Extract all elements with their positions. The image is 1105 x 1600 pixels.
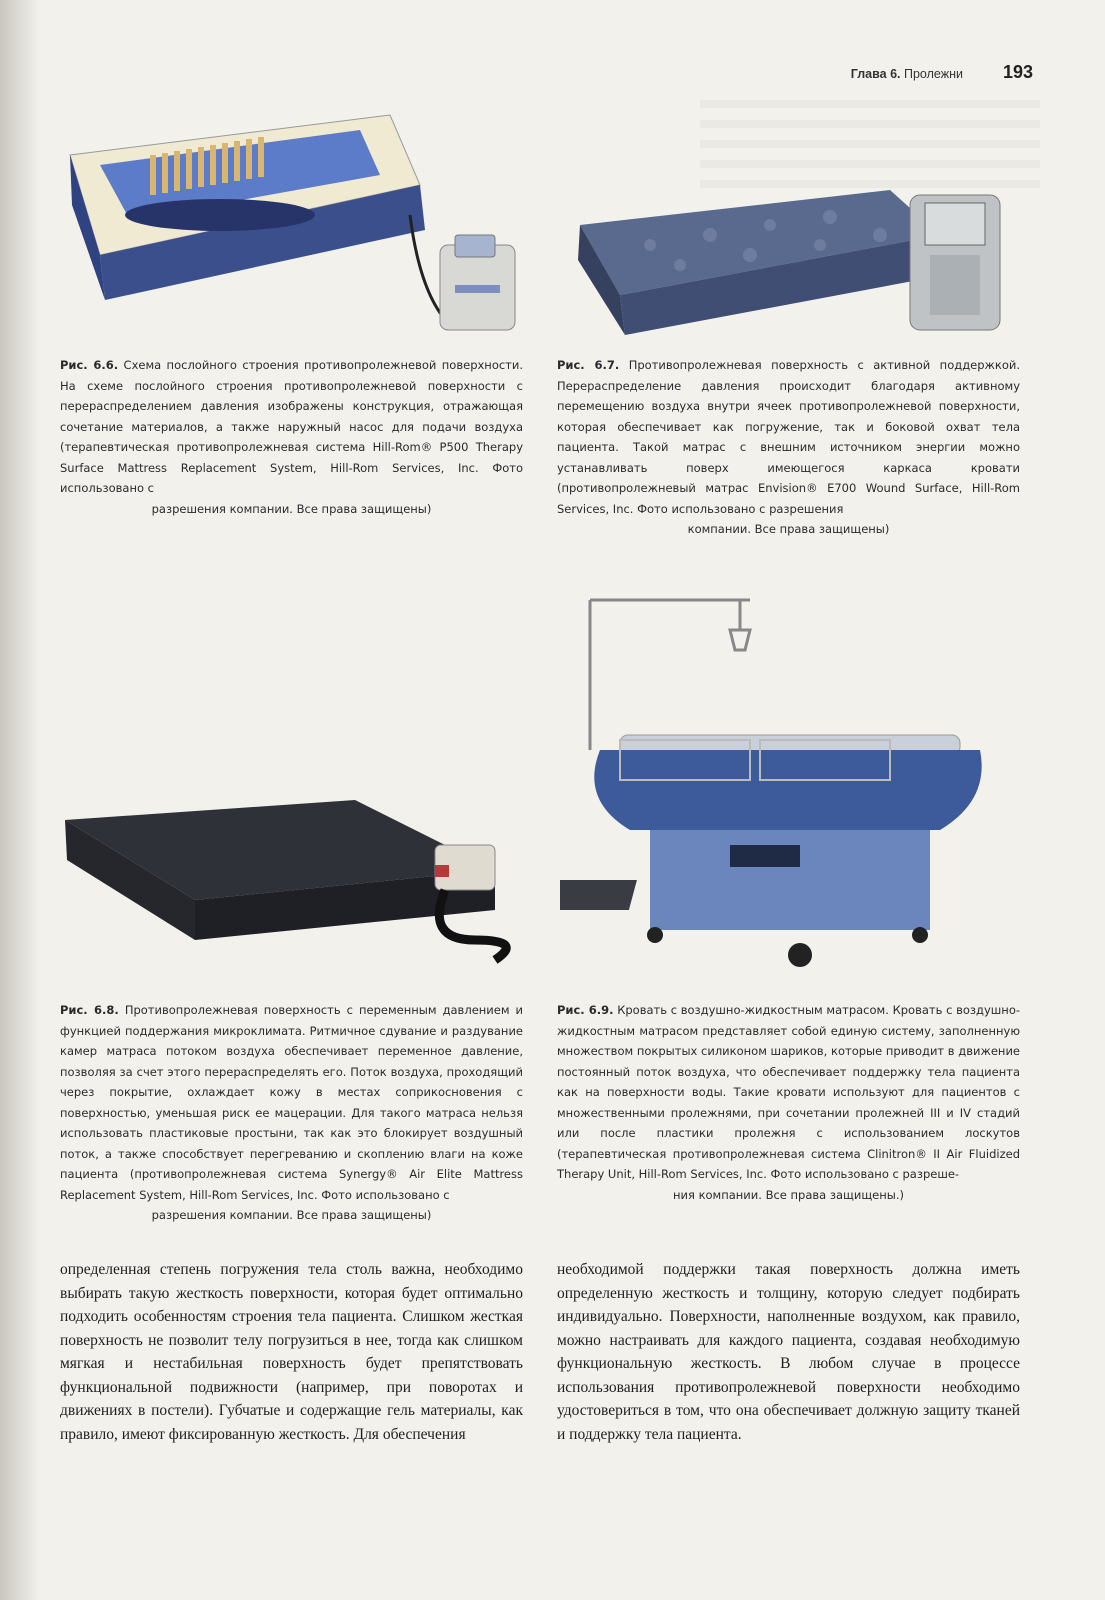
figure-6-9-caption: Рис. 6.9. Кровать с воздушно-жидкостным матрасом. Кровать с воздушно-жидкостным матрасом представляет собой единую систему, заполненную множеством покрытых силиконом шариков, которые приводит в движение постоянный поток воздуха, что обеспечивает поддержку тела пациента как на поверхности воды. Такие кровати используют для пациентов с множественными пролежнями, при сочетании пролежней III и IV стадий или после пластики пролежня с использованием лоскутов (терапевтическая противопролежневая система Clinitron® II Air Fluidized Therapy Unit, Hill-Rom Services, Inc. Фото использовано с разреше- ния компании. Все права защищены.): [557, 1003, 1021, 1202]
chapter-title: Глава 6. Пролежни: [850, 67, 963, 81]
body-text-right-column: необходимой поддержки такая поверхность должна иметь определенную жесткость и толщину, которую следует подбирать индивидуально. Поверхности, наполненные воздухом, как правило, можно настраивать для каждого пациента, создавая необходимую функциональную жесткость. В любом случае в процессе использования противопролежневой поверхности необходимо удостовериться в том, что она обеспечивает должную защиту тканей и поддержку тела пациента.: [557, 1261, 1020, 1443]
figure-6-9-image: [560, 570, 1025, 990]
bleed-through-text: [700, 100, 1040, 190]
page-gutter-shadow: [0, 0, 40, 1600]
figure-6-7-image: [560, 185, 1030, 345]
figure-6-6-caption: Рис. 6.6. Схема послойного строения противопролежневой поверхности. На схеме послойного строения противопролежневой поверхности с перераспределением давления изображены конструкция, отражающая сочетание материалов, а также наружный насос для подачи воздуха (терапевтическая противопролежневая система Hill-Rom® P500 Therapy Surface Mattress Replacement System, Hill-Rom Services, Inc. Фото использовано с разрешения компании. Все права защищены): [60, 358, 524, 516]
figure-6-8-caption: Рис. 6.8. Противопролежневая поверхность с переменным давлением и функцией поддержания микроклимата. Ритмичное сдувание и раздувание камер матраса потоком воздуха обеспечивает переменное давление, позволяя за счет этого перераспределять его. Поток воздуха, проходящий через покрытие, охлаждает кожу в местах соприкосновения с поверхностью, уменьшая риск ее мацерации. Для такого матраса нельзя использовать пластиковые простыни, так как это блокирует воздушный поток, а также способствует перегреванию и скоплению влаги на коже пациента (противопролежневая система Synergy® Air Elite Mattress Replacement System, Hill-Rom Services, Inc. Фото использовано с разрешения компании. Все права защищены): [60, 1003, 524, 1222]
figure-6-8-image: [55, 790, 530, 970]
figure-6-6-image: [60, 95, 530, 345]
figure-6-7-caption: Рис. 6.7. Противопролежневая поверхность с активной поддержкой. Перераспределение давления происходит благодаря активному перемещению воздуха внутри ячеек противопролежневой поверхности, которая обеспечивает как погружение, так и боковой охват тела пациента. Такой матрас с внешним источником энергии можно устанавливать поверх имеющегося каркаса кровати (противопролежневый матрас Envision® E700 Wound Surface, Hill-Rom Services, Inc. Фото использовано с разрешения компании. Все права защищены): [557, 358, 1020, 536]
page-number: 193: [1002, 62, 1033, 82]
running-header: [851, 62, 1033, 83]
body-text-left-column: определенная степень погружения тела столь важна, необходимо выбирать такую жесткость поверхности, которая будет оптимально подходить особенностям строения тела пациента. Слишком жесткая поверхность не позволит телу погрузиться в нее, тогда как слишком мягкая и нестабильная поверхность будет препятствовать функциональной подвижности (например, при поворотах и движениях в постели). Губчатые и содержащие гель материалы, как правило, имеют фиксированную жесткость. Для обеспечения: [60, 1261, 523, 1443]
